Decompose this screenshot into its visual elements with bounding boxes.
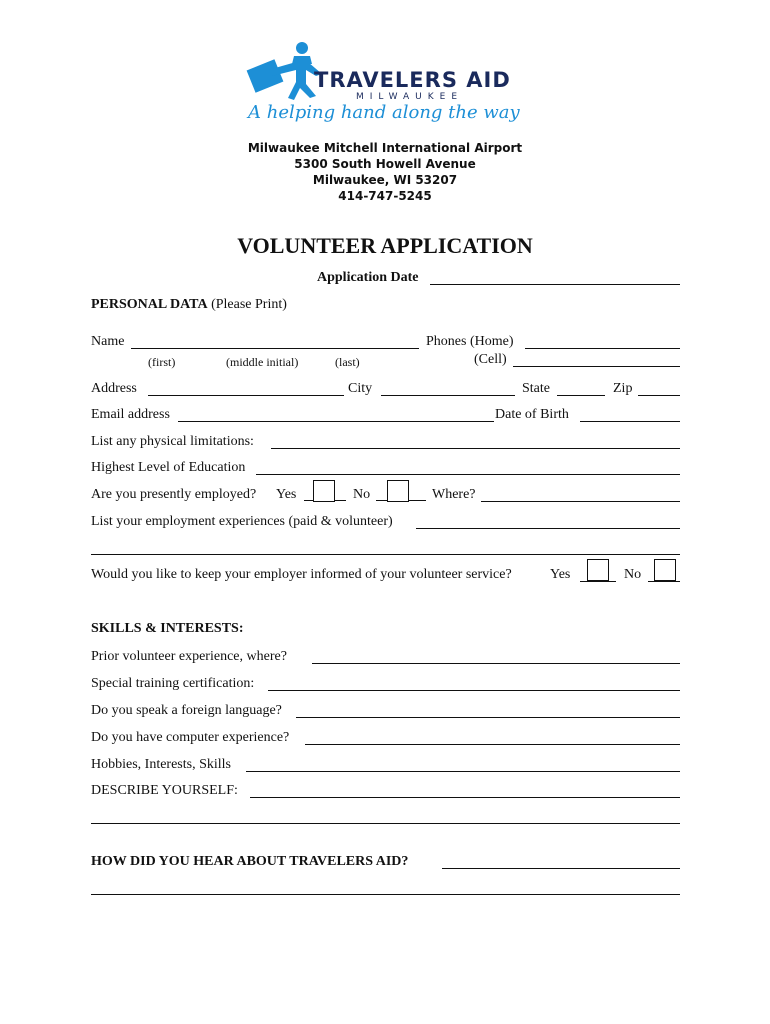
first-label: (first) <box>148 355 176 369</box>
employed-no-checkbox[interactable] <box>387 480 409 502</box>
where-label: Where? <box>432 487 476 502</box>
experiences-field-2[interactable] <box>91 554 680 555</box>
address-line-2: 5300 South Howell Avenue <box>294 157 476 171</box>
address-field[interactable] <box>148 395 344 396</box>
personal-data-note: (Please Print) <box>211 297 287 312</box>
foreign-language-label: Do you speak a foreign language? <box>91 703 282 718</box>
hear-about-field[interactable] <box>442 868 680 869</box>
hobbies-label: Hobbies, Interests, Skills <box>91 757 231 772</box>
name-field[interactable] <box>131 348 419 349</box>
address-line-3: Milwaukee, WI 53207 <box>312 173 458 187</box>
zip-field[interactable] <box>638 395 680 396</box>
experiences-field[interactable] <box>416 528 680 529</box>
email-label: Email address <box>91 407 170 422</box>
computer-experience-field[interactable] <box>305 744 680 745</box>
state-field[interactable] <box>557 395 605 396</box>
home-phone-field[interactable] <box>525 348 680 349</box>
dob-label: Date of Birth <box>495 407 569 422</box>
keep-employer-no-underline <box>648 581 680 582</box>
certification-field[interactable] <box>268 690 680 691</box>
phones-home-label: Phones (Home) <box>426 334 514 349</box>
personal-data-heading <box>91 297 287 313</box>
keep-employer-label: Would you like to keep your employer informed of your volunteer service? <box>91 567 512 582</box>
limitations-label: List any physical limitations: <box>91 434 254 449</box>
education-label: Highest Level of Education <box>91 460 246 475</box>
name-label: Name <box>91 334 125 349</box>
address-phone: 414-747-5245 <box>338 189 432 203</box>
describe-yourself-field[interactable] <box>250 797 680 798</box>
page-title: VOLUNTEER APPLICATION <box>237 233 533 258</box>
limitations-field[interactable] <box>271 448 680 449</box>
where-field[interactable] <box>481 501 680 502</box>
hear-about-label: HOW DID YOU HEAR ABOUT TRAVELERS AID? <box>91 854 409 869</box>
personal-data-title: PERSONAL DATA <box>91 297 208 312</box>
employed-yes-checkbox[interactable] <box>313 480 335 502</box>
prior-volunteer-field[interactable] <box>312 663 680 664</box>
employed-no-label: No <box>353 487 371 502</box>
keep-employer-no-label: No <box>624 567 642 582</box>
describe-yourself-field-2[interactable] <box>91 823 680 824</box>
skills-heading: SKILLS & INTERESTS: <box>91 621 244 636</box>
hobbies-field[interactable] <box>246 771 680 772</box>
certification-label: Special training certification: <box>91 676 255 691</box>
experiences-label: List your employment experiences (paid & volunteer) <box>91 514 393 529</box>
email-field[interactable] <box>178 421 494 422</box>
cell-phone-field[interactable] <box>513 366 680 367</box>
employed-yes-label: Yes <box>276 487 297 502</box>
hear-about-field-2[interactable] <box>91 894 680 895</box>
address-label: Address <box>91 381 137 396</box>
logo-name: TRAVELERS AID <box>314 68 511 92</box>
city-field[interactable] <box>381 395 515 396</box>
computer-experience-label: Do you have computer experience? <box>91 730 290 745</box>
keep-employer-yes-label: Yes <box>550 567 571 582</box>
keep-employer-yes-underline <box>580 581 616 582</box>
logo-city: MILWAUKEE <box>356 92 464 102</box>
logo-tagline: A helping hand along the way <box>248 102 520 123</box>
prior-volunteer-label: Prior volunteer experience, where? <box>91 649 287 664</box>
city-label: City <box>348 381 373 396</box>
travelers-aid-logo <box>246 40 536 130</box>
education-field[interactable] <box>256 474 680 475</box>
application-date-label: Application Date <box>317 270 419 285</box>
foreign-language-field[interactable] <box>296 717 680 718</box>
address-line-1: Milwaukee Mitchell International Airport <box>247 141 523 155</box>
employed-label: Are you presently employed? <box>91 487 257 502</box>
application-date-field[interactable] <box>430 284 680 285</box>
keep-employer-no-checkbox[interactable] <box>654 559 676 581</box>
cell-label: (Cell) <box>474 352 507 367</box>
state-label: State <box>522 381 550 396</box>
middle-initial-label: (middle initial) <box>226 355 299 369</box>
last-label: (last) <box>335 355 360 369</box>
dob-field[interactable] <box>580 421 680 422</box>
describe-yourself-label: DESCRIBE YOURSELF: <box>91 783 238 798</box>
zip-label: Zip <box>613 381 633 396</box>
keep-employer-yes-checkbox[interactable] <box>587 559 609 581</box>
